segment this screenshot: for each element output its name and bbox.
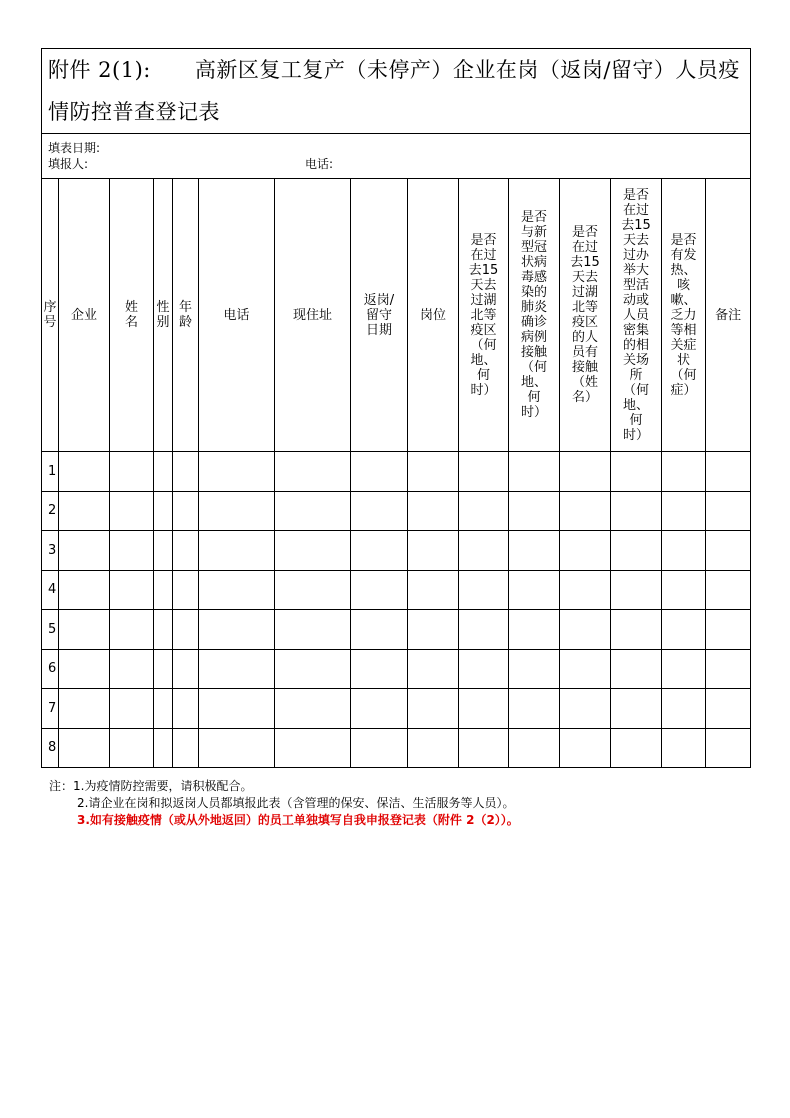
row-number: 2 xyxy=(42,491,59,531)
table-cell[interactable] xyxy=(199,728,275,768)
table-cell[interactable] xyxy=(560,531,611,571)
table-cell[interactable] xyxy=(459,649,509,689)
column-header-15 xyxy=(706,179,751,452)
table-cell[interactable] xyxy=(611,491,662,531)
column-header-row xyxy=(42,179,751,452)
table-cell[interactable] xyxy=(509,491,560,531)
table-cell[interactable] xyxy=(408,491,459,531)
table-cell[interactable] xyxy=(110,570,154,610)
column-header-14 xyxy=(662,179,706,452)
column-header-label: 是否在过去15天去过办举大型活动或人员密集的相关场所（何地、何时） xyxy=(621,187,651,443)
title-prefix: 附件 2(1): xyxy=(48,58,151,82)
table-cell[interactable] xyxy=(408,452,459,492)
table-cell[interactable] xyxy=(459,610,509,650)
table-cell[interactable] xyxy=(59,649,110,689)
column-header-7 xyxy=(275,179,351,452)
column-header-2 xyxy=(59,179,110,452)
table-cell[interactable] xyxy=(199,649,275,689)
table-cell[interactable] xyxy=(662,570,706,610)
table-cell[interactable] xyxy=(706,452,751,492)
notes-section xyxy=(49,778,519,829)
column-header-11 xyxy=(509,179,560,452)
table-cell[interactable] xyxy=(408,570,459,610)
table-cell[interactable] xyxy=(706,610,751,650)
table-cell[interactable] xyxy=(408,649,459,689)
table-cell[interactable] xyxy=(351,452,408,492)
column-header-label: 备注 xyxy=(715,307,742,323)
phone-label: 电话: xyxy=(305,157,334,171)
table-cell[interactable] xyxy=(199,570,275,610)
table-cell[interactable] xyxy=(199,491,275,531)
column-header-9 xyxy=(408,179,459,452)
table-row xyxy=(42,728,751,768)
table-cell[interactable] xyxy=(110,452,154,492)
table-cell[interactable] xyxy=(459,491,509,531)
info-block xyxy=(42,134,751,179)
table-row xyxy=(42,649,751,689)
table-cell[interactable] xyxy=(275,728,351,768)
table-cell[interactable] xyxy=(59,610,110,650)
note-line-1: 注：1.为疫情防控需要，请积极配合。 xyxy=(49,779,253,793)
table-cell[interactable] xyxy=(275,531,351,571)
table-cell[interactable] xyxy=(110,689,154,729)
table-cell[interactable] xyxy=(173,452,199,492)
table-cell[interactable] xyxy=(560,610,611,650)
table-cell[interactable] xyxy=(459,531,509,571)
fill-date-label: 填表日期: xyxy=(48,141,101,155)
table-row xyxy=(42,570,751,610)
column-header-4 xyxy=(154,179,173,452)
table-cell[interactable] xyxy=(173,649,199,689)
table-cell[interactable] xyxy=(662,452,706,492)
table-cell[interactable] xyxy=(611,531,662,571)
table-cell[interactable] xyxy=(509,452,560,492)
table-cell[interactable] xyxy=(560,689,611,729)
table-cell[interactable] xyxy=(154,570,173,610)
table-cell[interactable] xyxy=(662,531,706,571)
table-cell[interactable] xyxy=(611,610,662,650)
column-header-12 xyxy=(560,179,611,452)
table-cell[interactable] xyxy=(110,728,154,768)
column-header-6 xyxy=(199,179,275,452)
row-number: 6 xyxy=(42,649,59,689)
table-cell[interactable] xyxy=(408,531,459,571)
table-cell[interactable] xyxy=(351,728,408,768)
table-cell[interactable] xyxy=(408,728,459,768)
table-cell[interactable] xyxy=(110,610,154,650)
table-cell[interactable] xyxy=(662,491,706,531)
table-cell[interactable] xyxy=(662,649,706,689)
table-row xyxy=(42,610,751,650)
table-cell[interactable] xyxy=(611,689,662,729)
table-cell[interactable] xyxy=(509,570,560,610)
table-cell[interactable] xyxy=(275,689,351,729)
column-header-3 xyxy=(110,179,154,452)
table-cell[interactable] xyxy=(275,491,351,531)
table-row xyxy=(42,531,751,571)
table-cell[interactable] xyxy=(59,728,110,768)
registration-form xyxy=(41,48,751,768)
column-header-1 xyxy=(42,179,59,452)
note-line-2: 2.请企业在岗和拟返岗人员都填报此表（含管理的保安、保洁、生活服务等人员）。 xyxy=(77,796,515,810)
table-cell[interactable] xyxy=(59,689,110,729)
table-cell[interactable] xyxy=(154,649,173,689)
form-table xyxy=(41,48,751,768)
column-header-label: 返岗/留守日期 xyxy=(363,292,395,338)
column-header-label: 现住址 xyxy=(292,307,332,323)
table-cell[interactable] xyxy=(154,531,173,571)
table-cell[interactable] xyxy=(154,689,173,729)
column-header-label: 岗位 xyxy=(419,307,446,323)
table-cell[interactable] xyxy=(351,531,408,571)
table-cell[interactable] xyxy=(509,649,560,689)
table-cell[interactable] xyxy=(706,689,751,729)
column-header-13 xyxy=(611,179,662,452)
table-cell[interactable] xyxy=(509,610,560,650)
table-cell[interactable] xyxy=(662,728,706,768)
table-row xyxy=(42,689,751,729)
table-cell[interactable] xyxy=(351,689,408,729)
table-cell[interactable] xyxy=(560,570,611,610)
table-cell[interactable] xyxy=(706,570,751,610)
table-cell[interactable] xyxy=(173,610,199,650)
table-cell[interactable] xyxy=(275,649,351,689)
table-cell[interactable] xyxy=(154,610,173,650)
table-cell[interactable] xyxy=(560,452,611,492)
column-header-label: 是否有发热、咳嗽、乏力等相关症状（何症） xyxy=(670,232,697,398)
table-cell[interactable] xyxy=(173,728,199,768)
column-header-label: 性别 xyxy=(156,300,170,330)
table-cell[interactable] xyxy=(275,610,351,650)
table-cell[interactable] xyxy=(560,649,611,689)
table-cell[interactable] xyxy=(199,689,275,729)
table-cell[interactable] xyxy=(459,689,509,729)
table-cell[interactable] xyxy=(560,728,611,768)
table-cell[interactable] xyxy=(199,531,275,571)
note-line-3: 3.如有接触疫情（或从外地返回）的员工单独填写自我申报登记表（附件 2（2））。 xyxy=(77,813,519,827)
table-cell[interactable] xyxy=(706,728,751,768)
row-number: 7 xyxy=(42,689,59,729)
column-header-label: 电话 xyxy=(223,307,250,323)
table-cell[interactable] xyxy=(706,649,751,689)
table-row xyxy=(42,452,751,492)
table-cell[interactable] xyxy=(351,649,408,689)
table-cell[interactable] xyxy=(110,649,154,689)
table-cell[interactable] xyxy=(509,728,560,768)
table-cell[interactable] xyxy=(173,689,199,729)
table-cell[interactable] xyxy=(154,452,173,492)
table-cell[interactable] xyxy=(408,610,459,650)
table-cell[interactable] xyxy=(459,570,509,610)
table-cell[interactable] xyxy=(611,452,662,492)
table-cell[interactable] xyxy=(199,452,275,492)
table-cell[interactable] xyxy=(275,570,351,610)
table-cell[interactable] xyxy=(459,452,509,492)
table-cell[interactable] xyxy=(199,610,275,650)
column-header-10 xyxy=(459,179,509,452)
title-main: 高新区复工复产（未停产）企业在岗（返岗/留守）人员疫情防控普查登记表 xyxy=(48,58,740,124)
table-cell[interactable] xyxy=(509,689,560,729)
table-cell[interactable] xyxy=(662,689,706,729)
table-cell[interactable] xyxy=(706,531,751,571)
table-cell[interactable] xyxy=(59,491,110,531)
row-number: 1 xyxy=(42,452,59,492)
table-cell[interactable] xyxy=(275,452,351,492)
table-cell[interactable] xyxy=(706,491,751,531)
table-row xyxy=(42,491,751,531)
table-cell[interactable] xyxy=(560,491,611,531)
table-cell[interactable] xyxy=(662,610,706,650)
form-title xyxy=(42,49,751,134)
table-cell[interactable] xyxy=(59,570,110,610)
column-header-label: 年龄 xyxy=(178,300,192,330)
table-cell[interactable] xyxy=(59,452,110,492)
table-cell[interactable] xyxy=(173,491,199,531)
column-header-label: 姓名 xyxy=(124,300,138,330)
table-cell[interactable] xyxy=(59,531,110,571)
table-cell[interactable] xyxy=(173,570,199,610)
table-cell[interactable] xyxy=(459,728,509,768)
column-header-label: 是否在过去15天去过湖北等疫区的人员有接触（姓名） xyxy=(570,225,600,405)
table-cell[interactable] xyxy=(154,728,173,768)
table-cell[interactable] xyxy=(611,570,662,610)
table-cell[interactable] xyxy=(611,649,662,689)
table-cell[interactable] xyxy=(509,531,560,571)
row-number: 8 xyxy=(42,728,59,768)
table-cell[interactable] xyxy=(351,610,408,650)
column-header-8 xyxy=(351,179,408,452)
table-cell[interactable] xyxy=(110,491,154,531)
reporter-label: 填报人: xyxy=(48,157,89,171)
table-cell[interactable] xyxy=(110,531,154,571)
row-number: 5 xyxy=(42,610,59,650)
table-cell[interactable] xyxy=(351,570,408,610)
table-cell[interactable] xyxy=(351,491,408,531)
table-cell[interactable] xyxy=(611,728,662,768)
row-number: 3 xyxy=(42,531,59,571)
table-cell[interactable] xyxy=(173,531,199,571)
row-number: 4 xyxy=(42,570,59,610)
column-header-label: 是否在过去15天去过湖北等疫区（何地、何时） xyxy=(468,232,499,398)
column-header-label: 是否与新型冠状病毒感染的肺炎确诊病例接触（何地、何时） xyxy=(520,210,547,420)
column-header-label: 序号 xyxy=(43,300,57,330)
column-header-label: 企业 xyxy=(70,307,97,323)
table-cell[interactable] xyxy=(408,689,459,729)
table-cell[interactable] xyxy=(154,491,173,531)
column-header-5 xyxy=(173,179,199,452)
